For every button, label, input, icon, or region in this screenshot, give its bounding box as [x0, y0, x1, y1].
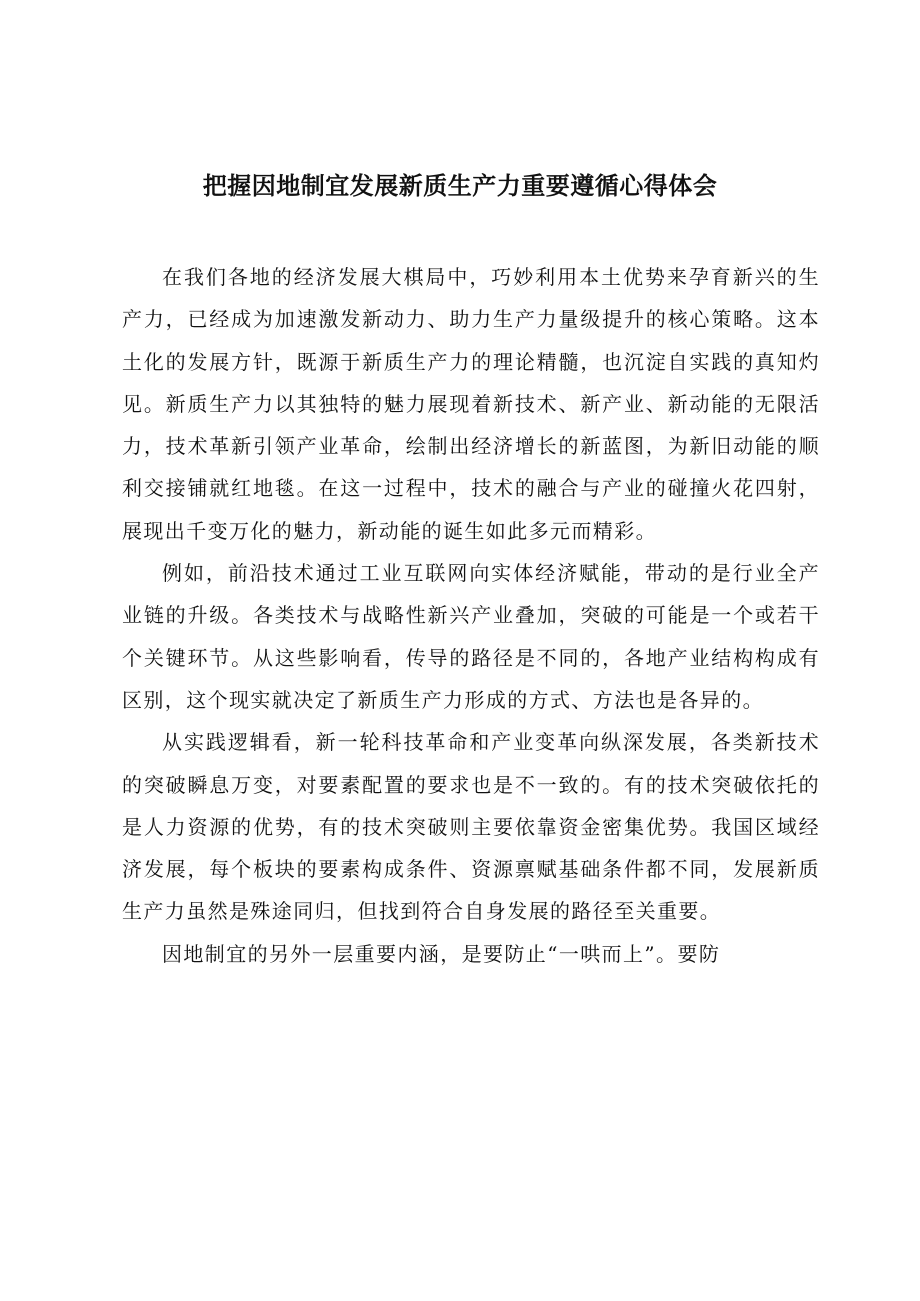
- document-body: [122, 256, 820, 975]
- paragraph-1: 在我们各地的经济发展大棋局中，巧妙利用本土优势来孕育新兴的生产力，已经成为加速激发新动力、助力生产力量级提升的核心策略。这本土化的发展方针，既源于新质生产力的理论精髓，也沉淀自实践的真知灼见。新质生产力以其独特的魅力展现着新技术、新产业、新动能的无限活力，技术革新引领产业革命，绘制出经济增长的新蓝图，为新旧动能的顺利交接铺就红地毯。在这一过程中，技术的融合与产业的碰撞火花四射，展现出千变万化的魅力，新动能的诞生如此多元而精彩。: [122, 265, 820, 543]
- paragraph-4: 因地制宜的另外一层重要内涵，是要防止“一哄而上”。要防: [162, 941, 721, 966]
- paragraph-2: 例如，前沿技术通过工业互联网向实体经济赋能，带动的是行业全产业链的升级。各类技术与战略性新兴产业叠加，突破的可能是一个或若干个关键环节。从这些影响看，传导的路径是不同的，各地产业结构构成有区别，这个现实就决定了新质生产力形成的方式、方法也是各异的。: [122, 561, 820, 712]
- paragraph-3: 从实践逻辑看，新一轮科技革命和产业变革向纵深发展，各类新技术的突破瞬息万变，对要素配置的要求也是不一致的。有的技术突破依托的是人力资源的优势，有的技术突破则主要依靠资金密集优势。我国区域经济发展，每个板块的要素构成条件、资源禀赋基础条件都不同，发展新质生产力虽然是殊途同归，但找到符合自身发展的路径至关重要。: [122, 730, 820, 924]
- document-title: 把握因地制宜发展新质生产力重要遵循心得体会: [202, 172, 718, 200]
